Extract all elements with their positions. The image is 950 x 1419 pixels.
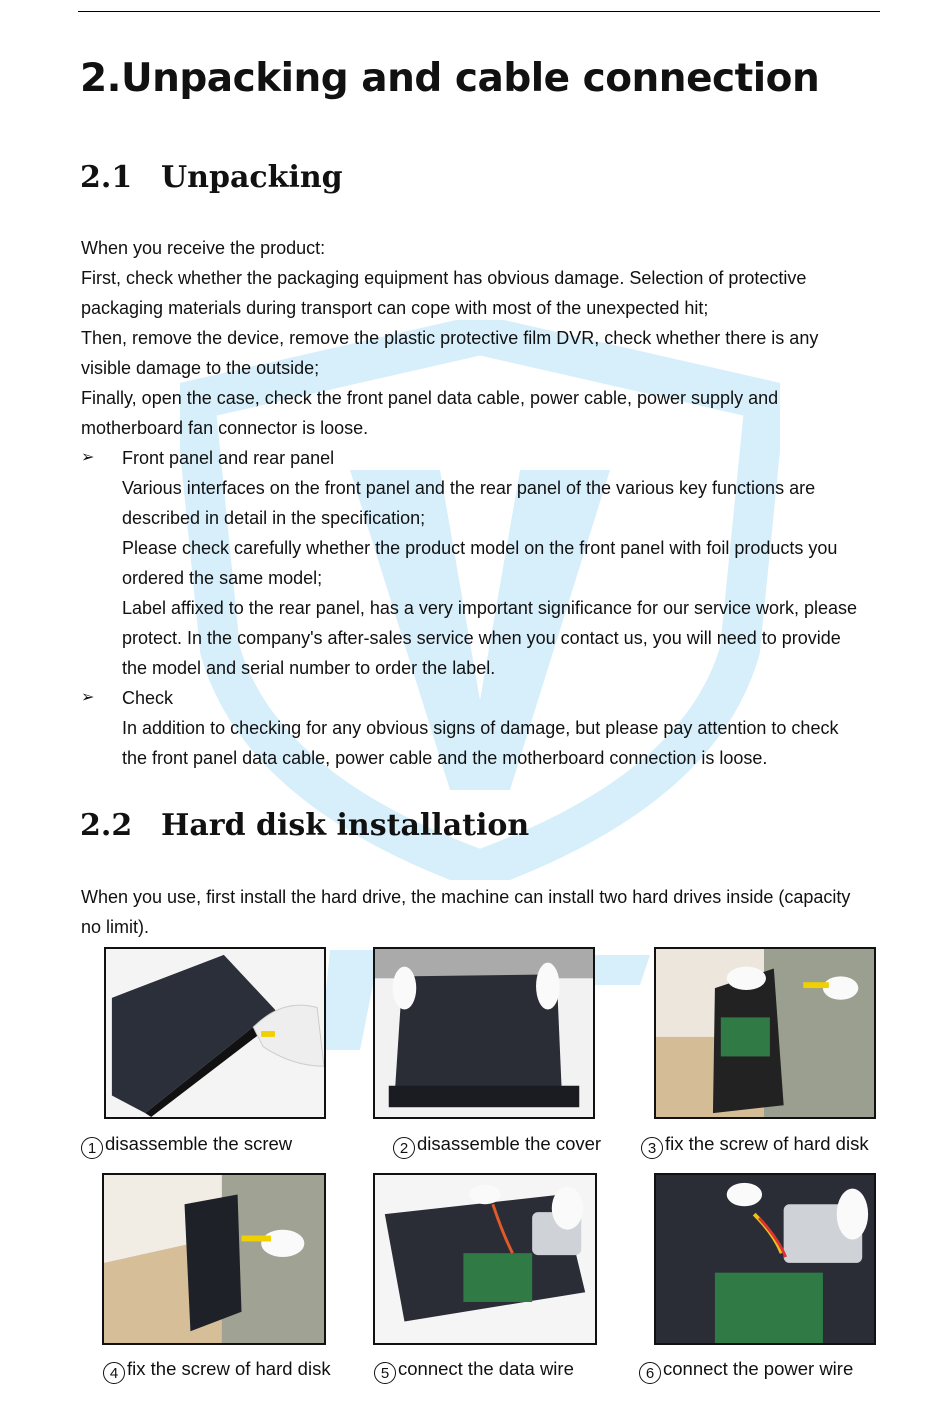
step-3-photo (654, 947, 876, 1119)
step-2-photo (373, 947, 595, 1119)
step-number: 4 (103, 1362, 125, 1384)
bullet-line: In addition to checking for any obvious signs of damage, but please pay attention to check (122, 718, 839, 738)
step-1-photo (104, 947, 326, 1119)
bullet-line: the front panel data cable, power cable and the motherboard connection is loose. (122, 748, 768, 768)
bullet-line: Label affixed to the rear panel, has a very important significance for our service work, please (122, 598, 858, 618)
step-4-caption (103, 1356, 331, 1384)
paragraph-line: visible damage to the outside; (81, 358, 320, 378)
bullet-line: Please check carefully whether the product model on the front panel with foil products you (122, 538, 838, 558)
section-number: 2.2 (80, 808, 133, 843)
bullet-line: protect. In the company's after-sales service when you contact us, you will need to provide (122, 628, 841, 648)
bullet-arrow-icon: ➢ (81, 689, 95, 706)
caption-text: disassemble the screw (105, 1133, 293, 1154)
step-number: 6 (639, 1362, 661, 1384)
paragraph-line: no limit). (81, 917, 150, 937)
step-number: 2 (393, 1137, 415, 1159)
paragraph-line: First, check whether the packaging equipment has obvious damage. Selection of protective (81, 268, 807, 288)
step-5-photo (373, 1173, 597, 1345)
bullet-line: described in detail in the specification; (122, 508, 426, 528)
caption-text: connect the data wire (398, 1358, 574, 1379)
paragraph-line: Finally, open the case, check the front panel data cable, power cable, power supply and (81, 388, 779, 408)
step-6-caption (639, 1356, 853, 1384)
paragraph-line: motherboard fan connector is loose. (81, 418, 369, 438)
step-number: 1 (81, 1137, 103, 1159)
top-rule (78, 11, 880, 12)
step-2-caption (393, 1131, 601, 1159)
step-3-caption (641, 1131, 869, 1159)
step-number: 3 (641, 1137, 663, 1159)
bullet-line: ordered the same model; (122, 568, 323, 588)
bullet-line: Various interfaces on the front panel and the rear panel of the various key functions are (122, 478, 816, 498)
caption-text: fix the screw of hard disk (127, 1358, 331, 1379)
caption-text: disassemble the cover (417, 1133, 602, 1154)
caption-text: fix the screw of hard disk (665, 1133, 869, 1154)
section-heading-hard-disk (80, 808, 529, 843)
paragraph-line: When you receive the product: (81, 238, 326, 258)
bullet-arrow-icon: ➢ (81, 449, 95, 466)
section-heading-unpacking (80, 160, 343, 195)
paragraph-line: Then, remove the device, remove the plastic protective film DVR, check whether there is any (81, 328, 819, 348)
section-title: Hard disk installation (161, 808, 530, 843)
section-title: Unpacking (161, 160, 343, 195)
step-5-caption (374, 1356, 574, 1384)
section-number: 2.1 (80, 160, 133, 195)
bullet-heading: Front panel and rear panel (122, 448, 335, 468)
caption-text: connect the power wire (663, 1358, 854, 1379)
step-6-photo (654, 1173, 876, 1345)
step-4-photo (102, 1173, 326, 1345)
step-number: 5 (374, 1362, 396, 1384)
paragraph-line: packaging materials during transport can cope with most of the unexpected hit; (81, 298, 709, 318)
bullet-heading: Check (122, 688, 174, 708)
step-1-caption (81, 1131, 292, 1159)
bullet-line: the model and serial number to order the label. (122, 658, 496, 678)
paragraph-line: When you use, first install the hard drive, the machine can install two hard drives inside (capacity (81, 887, 851, 907)
page-title: 2.Unpacking and cable connection (80, 56, 820, 101)
